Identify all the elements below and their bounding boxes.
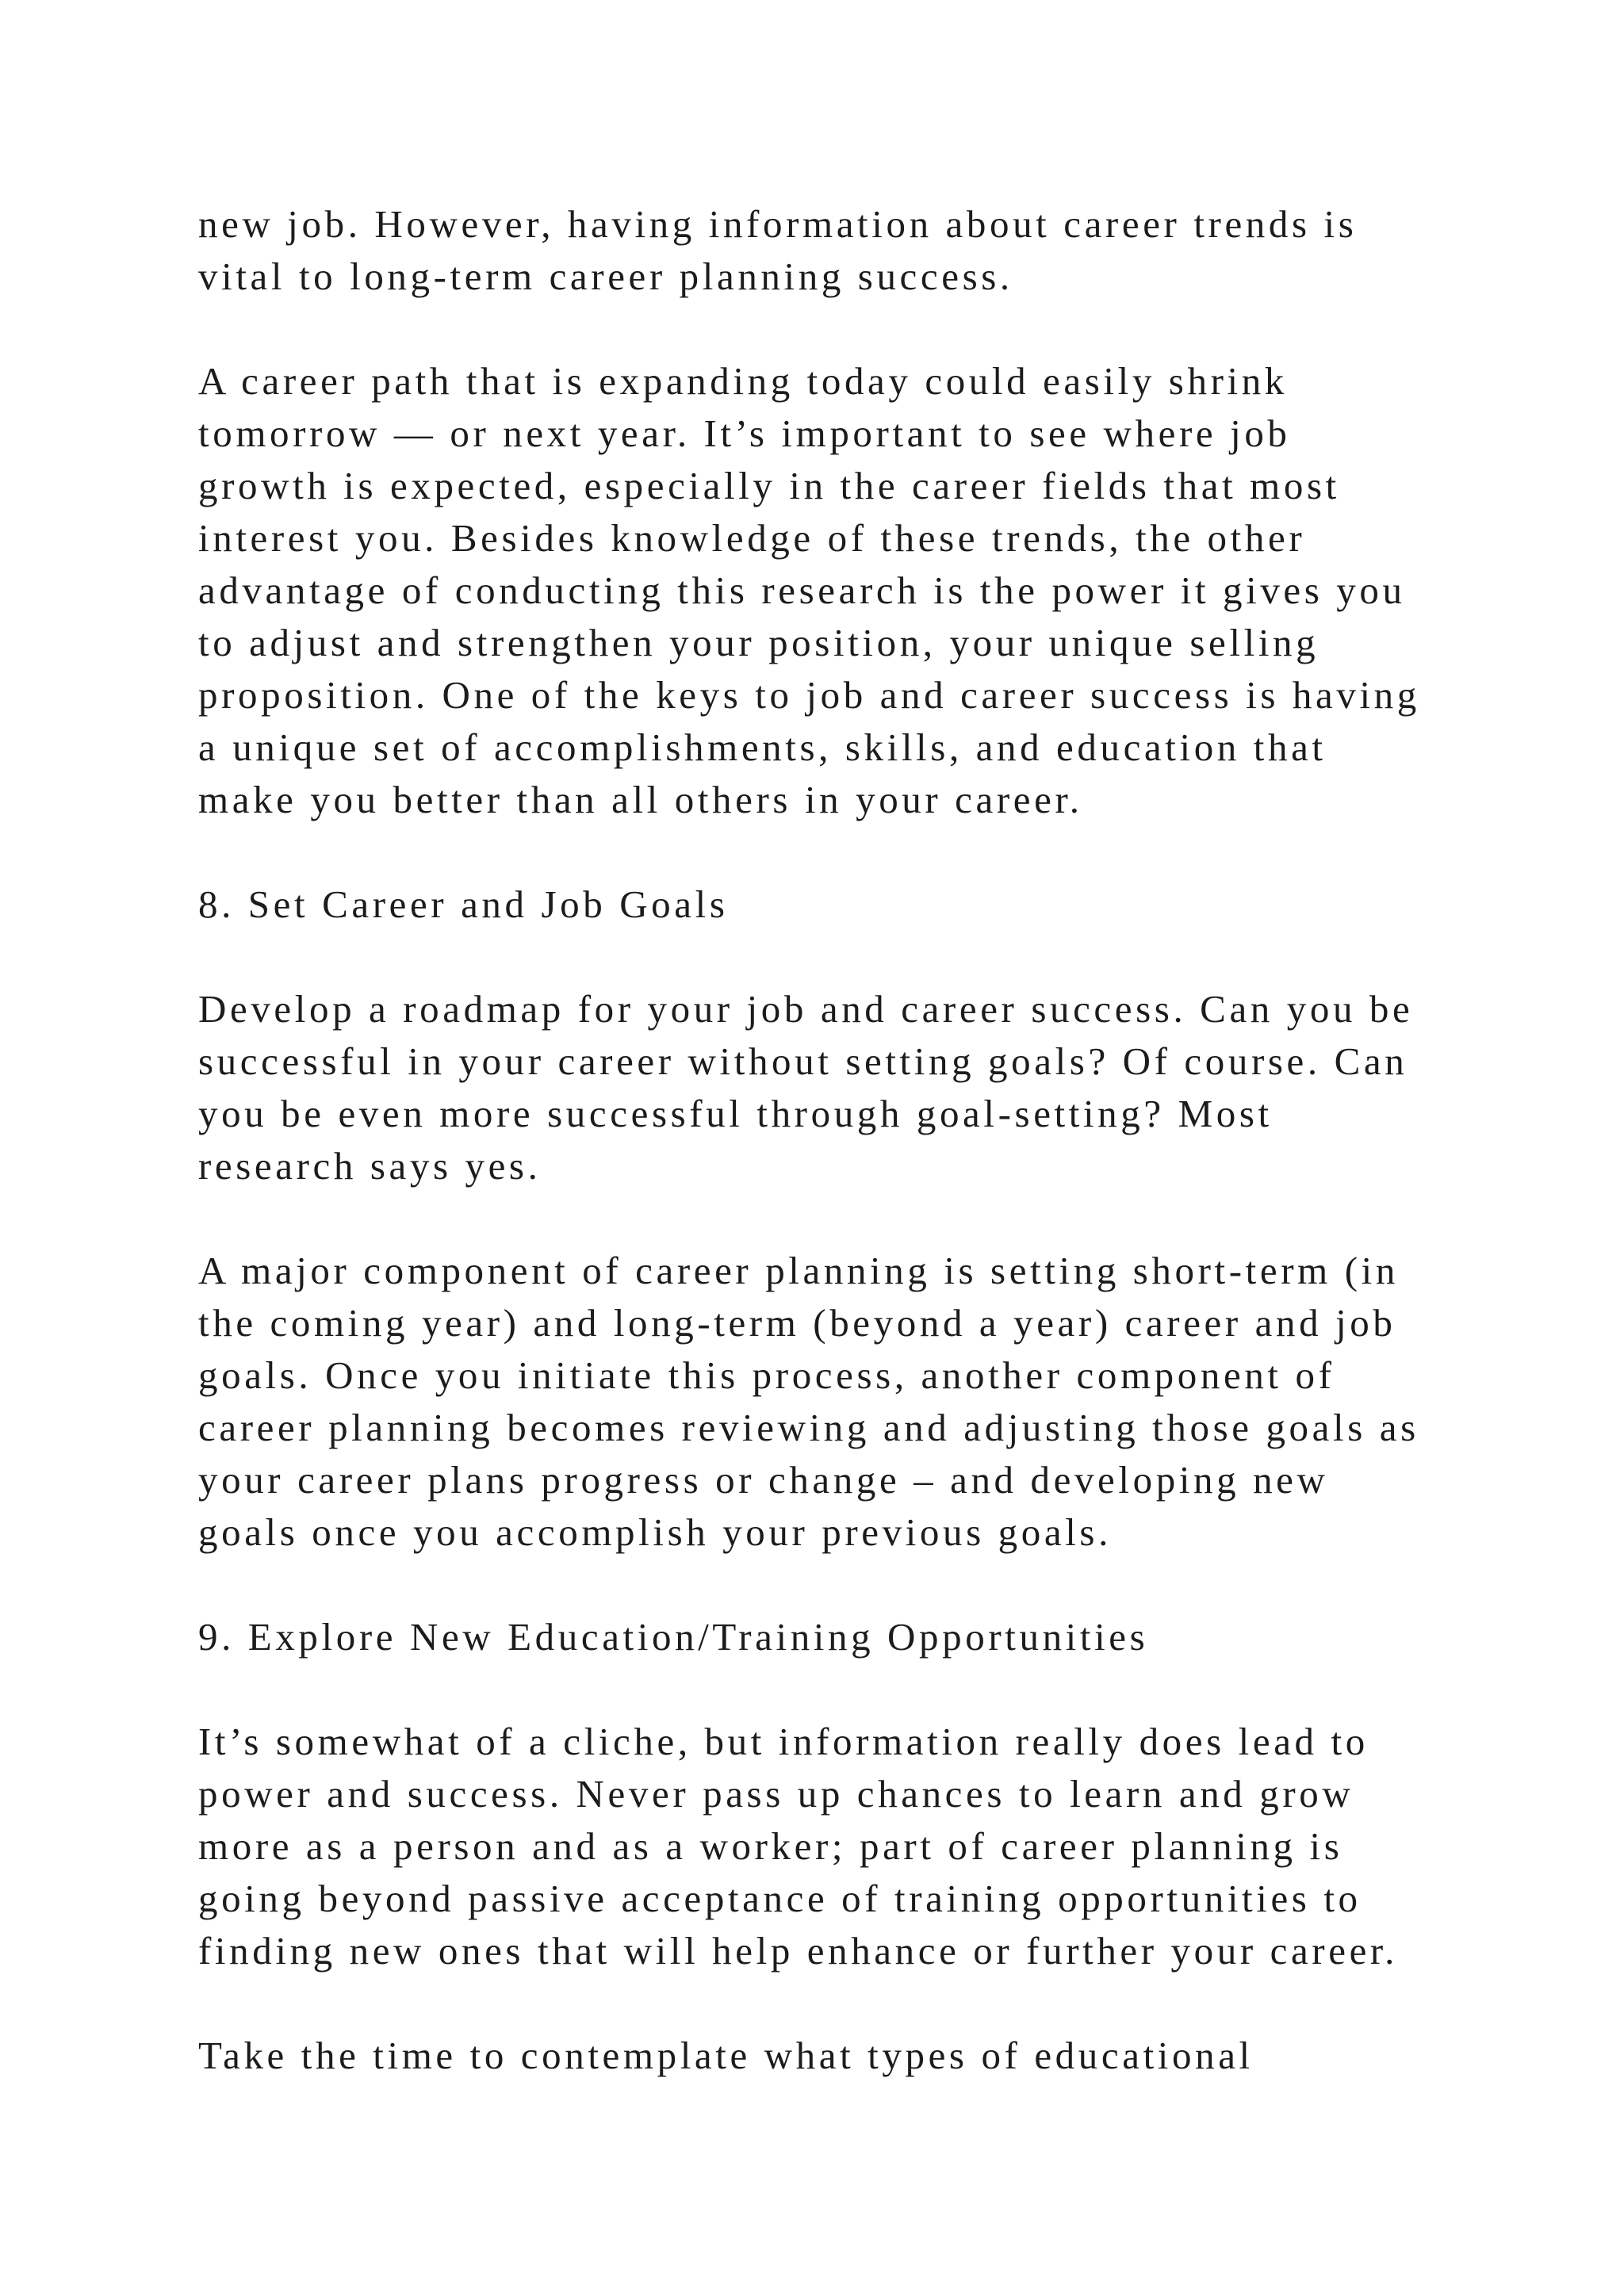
paragraph-line: advantage of conducting this research is the power it gives you [198,568,1406,612]
paragraph-line: tomorrow — or next year. It’s important to see where job [198,411,1291,455]
section-heading-text: 9. Explore New Education/Training Opportunities [198,1615,1149,1659]
section [198,878,1586,1559]
paragraph [198,983,1586,1192]
paragraph-line: going beyond passive acceptance of training opportunities to [198,1877,1362,1920]
document-page [198,198,1586,2134]
section-heading [198,878,1586,931]
paragraph-line: Take the time to contemplate what types of educational [198,2034,1254,2077]
section-heading [198,1611,1586,1663]
paragraph-line: make you better than all others in your career. [198,778,1083,821]
paragraph-line: power and success. Never pass up chances to learn and grow [198,1772,1354,1816]
paragraph-line: growth is expected, especially in the career fields that most [198,464,1340,507]
paragraph-line: you be even more successful through goal-setting? Most [198,1092,1273,1135]
paragraph [198,355,1586,826]
paragraph-line: A career path that is expanding today could easily shrink [198,359,1288,403]
paragraph-line: goals once you accomplish your previous goals. [198,1510,1112,1554]
paragraph-line: Develop a roadmap for your job and career success. Can you be [198,987,1414,1031]
paragraph-line: research says yes. [198,1144,542,1188]
paragraph-line: goals. Once you initiate this process, another component of [198,1353,1335,1397]
paragraph-line: successful in your career without setting goals? Of course. Can [198,1039,1408,1083]
paragraph-line: to adjust and strengthen your position, your unique selling [198,621,1320,664]
paragraph-line: your career plans progress or change – and developing new [198,1458,1329,1502]
paragraph-line: a unique set of accomplishments, skills, and education that [198,725,1327,769]
paragraph [198,1245,1586,1559]
paragraph [198,2030,1586,2082]
paragraph-line: vital to long-term career planning success. [198,254,1013,298]
paragraph-line: career planning becomes reviewing and adjusting those goals as [198,1406,1419,1449]
paragraph-line: It’s somewhat of a cliche, but information really does lead to [198,1720,1369,1763]
paragraph-line: finding new ones that will help enhance or further your career. [198,1929,1398,1973]
paragraph-line: interest you. Besides knowledge of these trends, the other [198,516,1306,560]
paragraph-line: new job. However, having information about career trends is [198,202,1358,246]
paragraph-line: proposition. One of the keys to job and career success is having [198,673,1420,717]
section [198,1611,1586,2082]
paragraph [198,1716,1586,1977]
paragraph-line: A major component of career planning is setting short-term (in [198,1249,1399,1292]
section-heading-text: 8. Set Career and Job Goals [198,882,729,926]
paragraph [198,198,1586,303]
paragraph-line: the coming year) and long-term (beyond a year) career and job [198,1301,1396,1345]
paragraph-line: more as a person and as a worker; part of career planning is [198,1824,1343,1868]
